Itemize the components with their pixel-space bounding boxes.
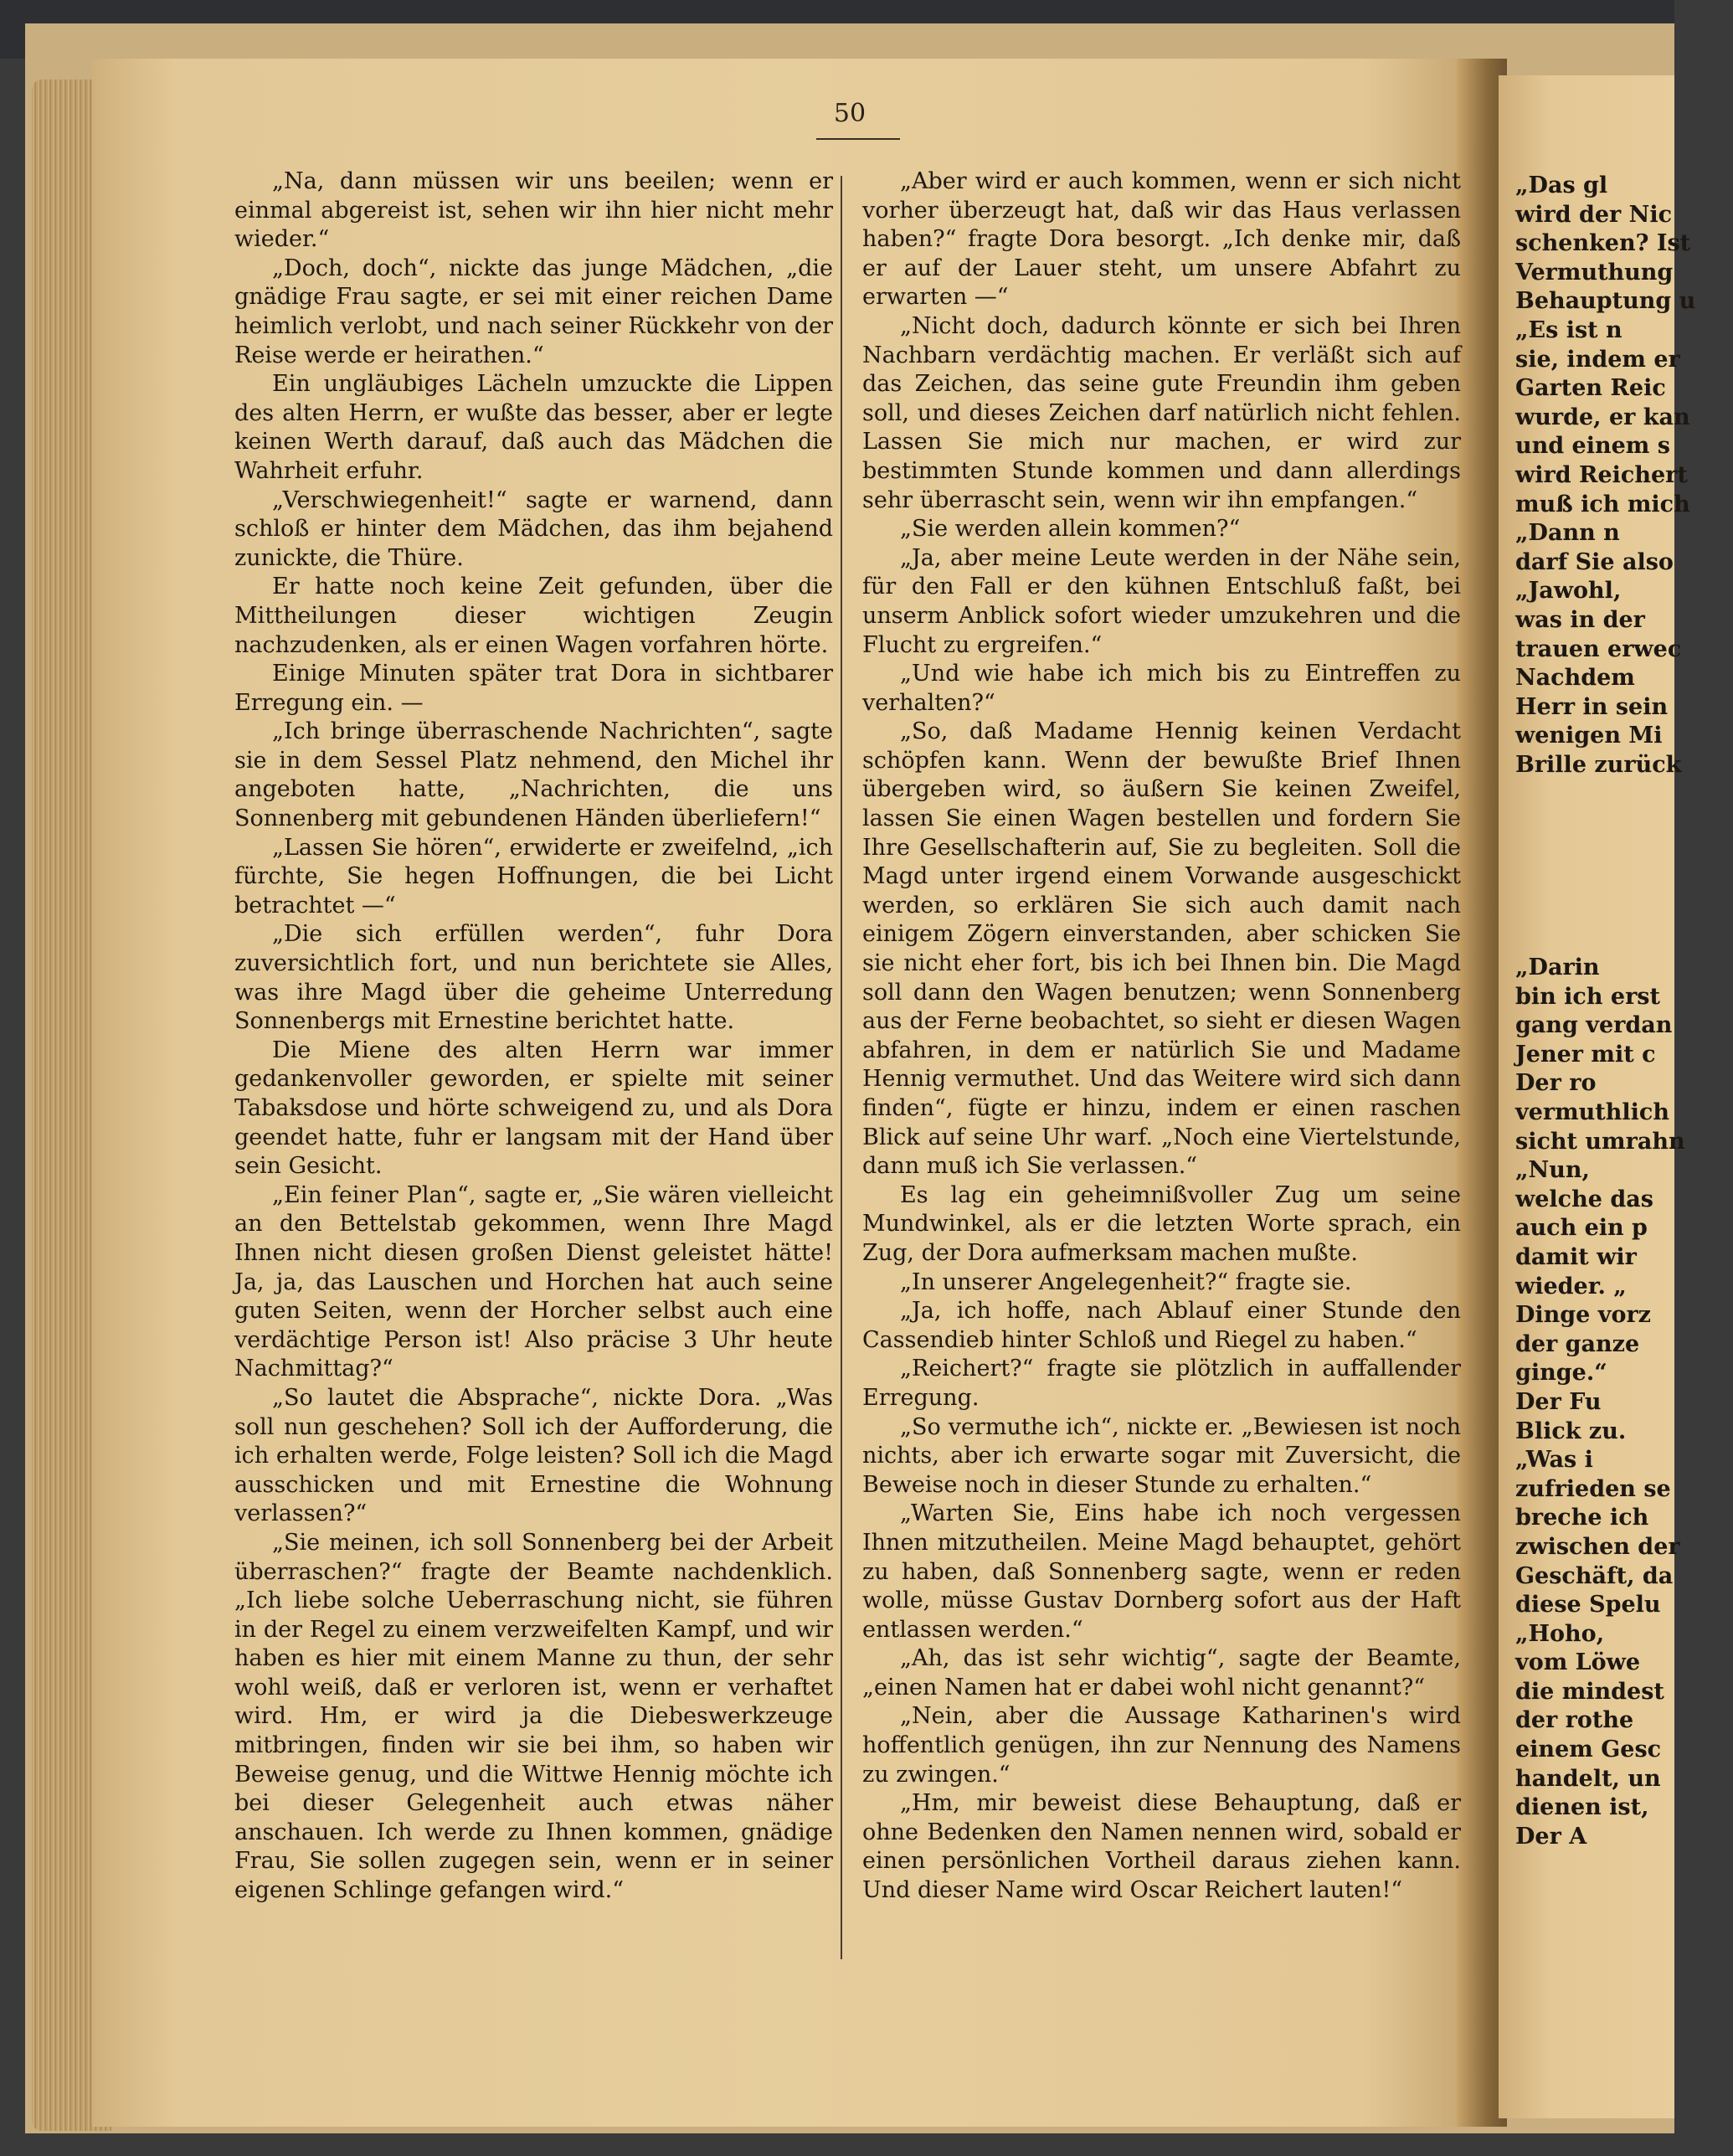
paragraph: „Reichert?“ fragte sie plötzlich in auffallender Erregung. <box>862 1356 1461 1411</box>
paragraph: Ein ungläubiges Lächeln umzuckte die Lippen des alten Herrn, er wußte das besser, aber er legte keinen Werth darauf, daß auch das Mädchen die Wahrheit erfuhr. <box>234 371 833 484</box>
next-page-line: wurde, er kan <box>1515 404 1690 430</box>
next-page-line <box>1515 838 1733 867</box>
next-page-line: „Dann n <box>1515 520 1620 547</box>
paragraph: „Ja, aber meine Leute werden in der Nähe sein, für den Fall er den kühnen Entschluß faßt, bei unserm Anblick sofort wieder umzukehren und die Flucht zu ergreifen.“ <box>862 544 1461 658</box>
next-page-line: gang verdan <box>1515 1012 1673 1039</box>
paragraph: Einige Minuten später trat Dora in sichtbarer Erregung ein. — <box>234 661 833 716</box>
paragraph: „Die sich erfüllen werden“, fuhr Dora zuversichtlich fort, und nun berichtete sie Alles, was ihre Magd über die geheime Unterredung Sonnenbergs mit Ernestine berichtet hatte. <box>234 921 833 1035</box>
next-page-line: „Es ist n <box>1515 316 1622 343</box>
next-page-line: sie, indem er <box>1515 346 1680 373</box>
next-page-line: breche ich <box>1515 1505 1649 1531</box>
next-page-line: „Was i <box>1515 1447 1593 1474</box>
paragraph: „Nein, aber die Aussage Katharinen's wird hoffentlich genügen, ihn zur Nennung des Namens zu zwingen.“ <box>862 1703 1461 1788</box>
next-page-line <box>1515 780 1733 809</box>
next-page-line: Geschäft, da <box>1515 1562 1674 1589</box>
next-page-line: diese Spelu <box>1515 1592 1661 1618</box>
next-page-line: zufrieden se <box>1515 1475 1671 1502</box>
next-page-line: die mindest <box>1515 1678 1664 1705</box>
paragraph: „Doch, doch“, nickte das junge Mädchen, „die gnädige Frau sagte, er sei mit einer reichen Dame heimlich verlobt, und nach seiner Rückkehr von der Reise werde er heirathen.“ <box>234 255 833 368</box>
next-page-line: darf Sie also <box>1515 548 1674 575</box>
next-page <box>1499 75 1696 2118</box>
next-page-line <box>1515 896 1733 925</box>
paragraph: „Na, dann müssen wir uns beeilen; wenn er einmal abgereist ist, sehen wir ihn hier nicht mehr wieder.“ <box>234 168 833 253</box>
next-page-line: ginge.“ <box>1515 1360 1607 1387</box>
paragraph: Es lag ein geheimnißvoller Zug um seine Mundwinkel, als er die letzten Worte sprach, ein Zug, der Dora aufmerksam machen mußte. <box>862 1181 1461 1266</box>
next-page-line: sicht umrahn <box>1515 1128 1685 1155</box>
page-number: 50 <box>833 99 866 128</box>
next-page-line: „Darin <box>1515 955 1600 981</box>
next-page-line: der ganze <box>1515 1330 1640 1357</box>
next-page-line: Der Fu <box>1515 1388 1602 1415</box>
paragraph: „Und wie habe ich mich bis zu Eintreffen zu verhalten?“ <box>862 661 1461 716</box>
paragraph: „Warten Sie, Eins habe ich noch vergessen Ihnen mitzutheilen. Meine Magd behauptet, gehört zu haben, daß Sonnenberg sagte, wenn er reden wolle, müsse Gustav Dornberg sofort aus der Haft entlassen werden.“ <box>862 1500 1461 1643</box>
next-page-line: auch ein p <box>1515 1215 1648 1242</box>
paragraph: Die Miene des alten Herrn war immer gedankenvoller geworden, er spielte mit seiner Tabaksdose und hörte schweigend zu, und als Dora geendet hatte, fuhr er langsam mit der Hand über sein Gesicht. <box>234 1037 833 1180</box>
next-page-text <box>1515 172 1733 1851</box>
next-page-line: Nachdem <box>1515 665 1635 692</box>
next-page-line: Der ro <box>1515 1070 1597 1097</box>
next-page-line: dienen ist, <box>1515 1794 1649 1821</box>
next-page-line: wenigen Mi <box>1515 723 1663 749</box>
next-page-line: zwischen der <box>1515 1533 1680 1560</box>
next-page-line: „Jawohl, <box>1515 578 1622 605</box>
next-page-line: Behauptung u <box>1515 288 1696 315</box>
paragraph: „Ein feiner Plan“, sagte er, „Sie wären vielleicht an den Bettelstab gekommen, wenn Ihre Magd Ihnen nicht diesen großen Dienst geleistet hätte! Ja, ja, das Lauschen und Horchen hat auch seine guten Seiten, wenn der Horcher selbst auch eine verdächtige Person ist! Also präcise 3 Uhr heute Nachmittag?“ <box>234 1181 833 1382</box>
next-page-line: Vermuthung <box>1515 259 1674 286</box>
next-page-line: der rothe <box>1515 1707 1634 1734</box>
paragraph: „Ja, ich hoffe, nach Ablauf einer Stunde den Cassendieb hinter Schloß und Riegel zu haben.“ <box>862 1298 1461 1353</box>
next-page-line: Der A <box>1515 1823 1587 1850</box>
next-page-line: bin ich erst <box>1515 983 1660 1010</box>
column-divider <box>841 176 842 1959</box>
next-page-line: Blick zu. <box>1515 1418 1627 1444</box>
next-page-line: Herr in sein <box>1515 693 1669 720</box>
next-page-line: wird der Nic <box>1515 201 1673 228</box>
paragraph: „Lassen Sie hören“, erwiderte er zweifelnd, „ich fürchte, Sie hegen Hoffnungen, die bei Licht betrachtet —“ <box>234 834 833 918</box>
paragraph: „Ich bringe überraschende Nachrichten“, sagte sie in dem Sessel Platz nehmend, den Michel ihr angeboten hatte, „Nachrichten, die uns Sonnenberg mit gebundenen Händen überliefern!“ <box>234 718 833 832</box>
left-column <box>234 167 833 1906</box>
next-page-line: muß ich mich <box>1515 491 1690 517</box>
next-page-line: Brille zurück <box>1515 751 1682 778</box>
next-page-line: schenken? Ist <box>1515 230 1691 257</box>
next-page-line: welche das <box>1515 1186 1653 1212</box>
next-page-line: vermuthlich <box>1515 1099 1669 1125</box>
next-page-line: trauen erwec <box>1515 635 1682 662</box>
next-page-line <box>1515 924 1733 954</box>
paragraph: „Ah, das ist sehr wichtig“, sagte der Beamte, „einen Namen hat er dabei wohl nicht genannt?“ <box>862 1645 1461 1701</box>
paragraph: „Hm, mir beweist diese Behauptung, daß er ohne Bedenken den Namen nennen wird, sobald er einen persönlichen Vortheil daraus ziehen kann. Und dieser Name wird Oscar Reichert lauten!“ <box>862 1790 1461 1904</box>
next-page-line: „Nun, <box>1515 1157 1590 1184</box>
paragraph: „Aber wird er auch kommen, wenn er sich nicht vorher überzeugt hat, daß wir das Haus verlassen haben?“ fragte Dora besorgt. „Ich denke mir, daß er auf der Lauer steht, um unsere Abfahrt zu erwarten —“ <box>862 168 1461 311</box>
next-page-line: „Das gl <box>1515 172 1608 198</box>
paragraph: „So, daß Madame Hennig keinen Verdacht schöpfen kann. Wenn der bewußte Brief Ihnen übergeben wird, so äußern Sie keinen Zweifel, lassen Sie einen Wagen bestellen und fordern Sie Ihre Gesellschafterin auf, Sie zu begleiten. Soll die Magd unter irgend einem Vorwande ausgeschickt werden, so erklären Sie sich auch damit nach einigem Zögern einverstanden, aber schicken Sie sie nicht eher fort, bis ich bei Ihnen bin. Die Magd soll dann den Wagen benutzen; wenn Sonnenberg aus der Ferne beobachtet, so sieht er diesen Wagen abfahren, in dem er natürlich Sie und Madame Hennig vermuthet. Und das Weitere wird sich dann finden“, fügte er hinzu, indem er einen raschen Blick auf seine Uhr warf. „Noch eine Viertelstunde, dann muß ich Sie verlassen.“ <box>862 718 1461 1180</box>
next-page-line: wird Reichert <box>1515 461 1688 488</box>
next-page-line: und einem s <box>1515 433 1670 460</box>
next-page-line <box>1515 809 1733 838</box>
next-page-line: wieder. „ <box>1515 1273 1627 1299</box>
paragraph: „Nicht doch, dadurch könnte er sich bei Ihren Nachbarn verdächtig machen. Er verläßt sich auf das Zeichen, das seine gute Freundin ihm geben soll, und dieses Zeichen darf natürlich nicht fehlen. Lassen Sie mich nur machen, er wird zur bestimmten Stunde kommen und dann allerdings sehr überrascht sein, wenn wir ihn empfangen.“ <box>862 312 1461 513</box>
next-page-line: „Hoho, <box>1515 1620 1605 1647</box>
paragraph: „So vermuthe ich“, nickte er. „Bewiesen ist noch nichts, aber ich erwarte sogar mit Zuversicht, die Beweise noch in dieser Stunde zu erhalten.“ <box>862 1413 1461 1498</box>
right-column <box>862 167 1461 1906</box>
next-page-line: Dinge vorz <box>1515 1302 1652 1329</box>
paragraph: Er hatte noch keine Zeit gefunden, über die Mittheilungen dieser wichtigen Zeugin nachzudenken, als er einen Wagen vorfahren hörte. <box>234 574 833 658</box>
paragraph: „Verschwiegenheit!“ sagte er warnend, dann schloß er hinter dem Mädchen, das ihm bejahend zunickte, die Thüre. <box>234 486 833 571</box>
paragraph: „In unserer Angelegenheit?“ fragte sie. <box>900 1268 1352 1295</box>
next-page-line: vom Löwe <box>1515 1649 1641 1676</box>
header-rule <box>816 138 900 140</box>
next-page-line: was in der <box>1515 606 1645 633</box>
next-page-line: einem Gesc <box>1515 1737 1662 1763</box>
next-page-line <box>1515 867 1733 896</box>
next-page-line: Garten Reic <box>1515 375 1666 402</box>
paragraph: „Sie werden allein kommen?“ <box>900 516 1241 543</box>
next-page-line: damit wir <box>1515 1243 1637 1270</box>
paragraph: „Sie meinen, ich soll Sonnenberg bei der Arbeit überraschen?“ fragte der Beamte nachdenklich. „Ich liebe solche Ueberraschung nicht, sie führen in der Regel zu einem verzweifelten Kampf, und wir haben es hier mit einem Manne zu thun, der sehr wohl weiß, daß er verloren ist, wenn er verhaftet wird. Hm, er wird ja die Diebeswerkzeuge mitbringen, finden wir sie bei ihm, so haben wir Beweise genug, und die Wittwe Hennig möchte ich bei dieser Gelegenheit auch etwas näher anschauen. Ich werde zu Ihnen kommen, gnädige Frau, Sie sollen zugegen sein, wenn er in seiner eigenen Schlinge gefangen wird.“ <box>234 1529 833 1904</box>
next-page-line: Jener mit c <box>1515 1041 1656 1068</box>
next-page-line: handelt, un <box>1515 1765 1661 1792</box>
paragraph: „So lautet die Absprache“, nickte Dora. „Was soll nun geschehen? Soll ich der Aufforderung, die ich erhalten werde, Folge leisten? Soll ich die Magd ausschicken und mit Ernestine die Wohnung verlassen?“ <box>234 1384 833 1527</box>
